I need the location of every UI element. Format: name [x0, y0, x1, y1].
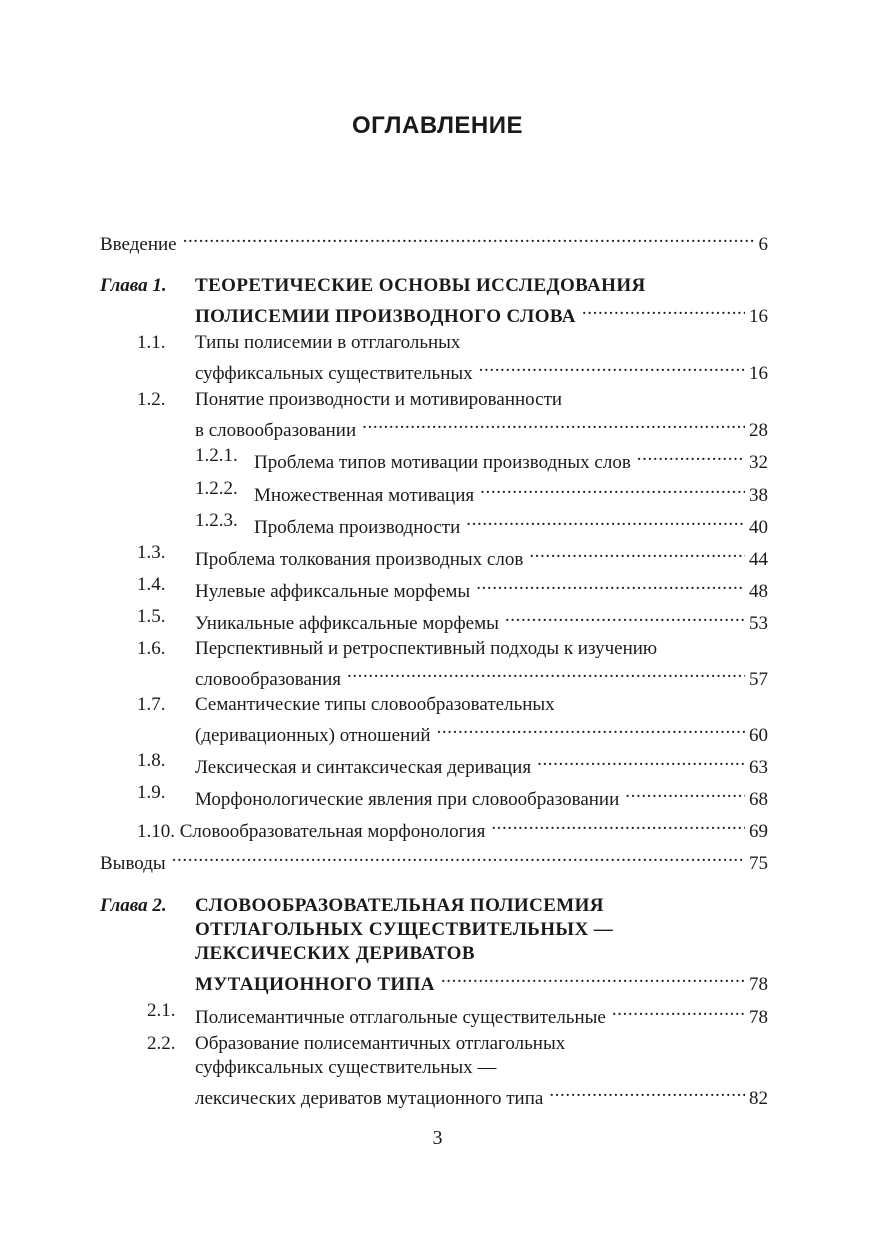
toc-dot-leader	[480, 477, 745, 501]
toc-entry-1-2-1[interactable]	[254, 444, 768, 475]
toc-entry-page: 60	[749, 725, 768, 746]
toc-entry-2-2-line-1[interactable]: Образование полисемантичных отглагольных	[195, 1033, 566, 1054]
toc-entry-1-2-line-1[interactable]: Понятие производности и мотивированности	[195, 389, 563, 410]
toc-entry-1-4[interactable]	[195, 573, 768, 604]
toc-entry-title: Проблема типов мотивации производных слов	[254, 452, 631, 473]
toc-entry-page: 16	[749, 363, 768, 384]
chapter-2-label: Глава 2.	[100, 895, 167, 916]
toc-entry-1-9[interactable]	[195, 781, 768, 812]
toc-dot-leader	[441, 966, 745, 990]
section-number: 1.2.	[137, 389, 166, 410]
toc-entry-page: 78	[749, 1007, 768, 1028]
chapter-2-title-line-3[interactable]: ЛЕКСИЧЕСКИХ ДЕРИВАТОВ	[195, 943, 475, 964]
toc-entry-title: Проблема толкования производных слов	[195, 549, 524, 570]
toc-entry-title: в словообразовании	[195, 420, 357, 441]
section-number: 1.3.	[137, 542, 166, 563]
section-number: 1.9.	[137, 782, 166, 803]
toc-entry-page: 32	[749, 452, 768, 473]
section-number: 1.7.	[137, 694, 166, 715]
toc-entry-page: 16	[749, 306, 768, 327]
toc-entry-title: Проблема производности	[254, 517, 461, 538]
section-number: 2.1.	[147, 1000, 176, 1021]
chapter-1-title-line-2[interactable]	[195, 298, 768, 329]
toc-entry-page: 38	[749, 485, 768, 506]
toc-dot-leader	[529, 541, 745, 565]
toc-entry-page: 6	[758, 234, 768, 255]
toc-entry-title: лексических дериватов мутационного типа	[195, 1088, 544, 1109]
toc-entry-1-7-line-1[interactable]: Семантические типы словообразовательных	[195, 694, 555, 715]
toc-entry-title: суффиксальных существительных	[195, 363, 473, 384]
toc-dot-leader	[347, 661, 745, 685]
toc-dot-leader	[476, 573, 745, 597]
page-title: ОГЛАВЛЕНИЕ	[351, 112, 524, 139]
toc-entry-1-3[interactable]	[195, 541, 768, 572]
toc-entry-page: 44	[749, 549, 768, 570]
section-number: 1.6.	[137, 638, 166, 659]
chapter-1-title-line-1[interactable]: ТЕОРЕТИЧЕСКИЕ ОСНОВЫ ИССЛЕДОВАНИЯ	[195, 275, 646, 296]
toc-dot-leader	[362, 412, 745, 436]
toc-dot-leader	[437, 717, 745, 741]
chapter-2-title-line-2[interactable]: ОТГЛАГОЛЬНЫХ СУЩЕСТВИТЕЛЬНЫХ —	[195, 919, 614, 940]
toc-entry-page: 48	[749, 581, 768, 602]
toc-entry-title: словообразования	[195, 669, 341, 690]
toc-entry-title: Полисемантичные отглагольные существительные	[195, 1007, 606, 1028]
toc-entry-page: 68	[749, 789, 768, 810]
toc-entry-introduction[interactable]	[100, 226, 768, 257]
toc-entry-title: Уникальные аффиксальные морфемы	[195, 613, 499, 634]
toc-dot-leader	[172, 845, 745, 869]
toc-entry-page: 75	[749, 853, 768, 874]
toc-entry-title: Лексическая и синтаксическая деривация	[195, 757, 532, 778]
chapter-2-title-line-4[interactable]	[195, 966, 768, 997]
section-number: 1.4.	[137, 574, 166, 595]
section-number: 1.5.	[137, 606, 166, 627]
toc-entry-title: Выводы	[100, 853, 166, 874]
section-number: 1.8.	[137, 750, 166, 771]
toc-entry-1-1-line-1[interactable]: Типы полисемии в отглагольных	[195, 332, 461, 353]
toc-dot-leader	[479, 355, 745, 379]
toc-entry-title: ПОЛИСЕМИИ ПРОИЗВОДНОГО СЛОВА	[195, 306, 576, 327]
toc-entry-1-7[interactable]	[195, 717, 768, 748]
toc-entry-1-2-3[interactable]	[254, 509, 768, 540]
toc-entry-page: 82	[749, 1088, 768, 1109]
toc-dot-leader	[582, 298, 745, 322]
toc-dot-leader	[183, 226, 755, 250]
toc-entry-title: 1.10. Словообразовательная морфонология	[137, 821, 486, 842]
toc-entry-conclusions[interactable]	[100, 845, 768, 876]
toc-entry-title: Множественная мотивация	[254, 485, 475, 506]
toc-entry-1-5[interactable]	[195, 605, 768, 636]
toc-entry-1-8[interactable]	[195, 749, 768, 780]
toc-dot-leader	[537, 749, 745, 773]
toc-entry-2-1[interactable]	[195, 999, 768, 1030]
toc-dot-leader	[612, 999, 745, 1023]
section-number: 2.2.	[147, 1033, 176, 1054]
toc-entry-1-6[interactable]	[195, 661, 768, 692]
section-number: 1.2.3.	[195, 510, 238, 531]
toc-dot-leader	[491, 813, 745, 837]
toc-dot-leader	[625, 781, 745, 805]
toc-entry-2-2-line-2[interactable]: суффиксальных существительных —	[195, 1057, 497, 1078]
toc-entry-1-2-2[interactable]	[254, 477, 768, 508]
toc-dot-leader	[637, 444, 745, 468]
toc-entry-page: 69	[749, 821, 768, 842]
toc-dot-leader	[466, 509, 745, 533]
section-number: 1.2.2.	[195, 478, 238, 499]
toc-entry-page: 40	[749, 517, 768, 538]
toc-entry-page: 63	[749, 757, 768, 778]
toc-entry-page: 78	[749, 974, 768, 995]
toc-entry-2-2[interactable]	[195, 1080, 768, 1111]
toc-entry-title: МУТАЦИОННОГО ТИПА	[195, 974, 435, 995]
toc-entry-page: 28	[749, 420, 768, 441]
section-number: 1.1.	[137, 332, 166, 353]
toc-entry-1-10[interactable]	[137, 813, 768, 844]
toc-entry-1-1[interactable]	[195, 355, 768, 386]
toc-entry-page: 53	[749, 613, 768, 634]
chapter-2-title-line-1[interactable]: СЛОВООБРАЗОВАТЕЛЬНАЯ ПОЛИСЕМИЯ	[195, 895, 604, 916]
toc-entry-1-2[interactable]	[195, 412, 768, 443]
toc-entry-page: 57	[749, 669, 768, 690]
toc-entry-1-6-line-1[interactable]: Перспективный и ретроспективный подходы к изучению	[195, 638, 658, 659]
toc-dot-leader	[549, 1080, 745, 1104]
toc-entry-title: Морфонологические явления при словообразовании	[195, 789, 620, 810]
toc-dot-leader	[505, 605, 745, 629]
toc-entry-title: Нулевые аффиксальные морфемы	[195, 581, 471, 602]
chapter-1-label: Глава 1.	[100, 275, 167, 296]
toc-entry-title: Введение	[100, 234, 177, 255]
section-number: 1.2.1.	[195, 445, 238, 466]
page-number: 3	[432, 1127, 443, 1149]
toc-entry-title: (деривационных) отношений	[195, 725, 431, 746]
